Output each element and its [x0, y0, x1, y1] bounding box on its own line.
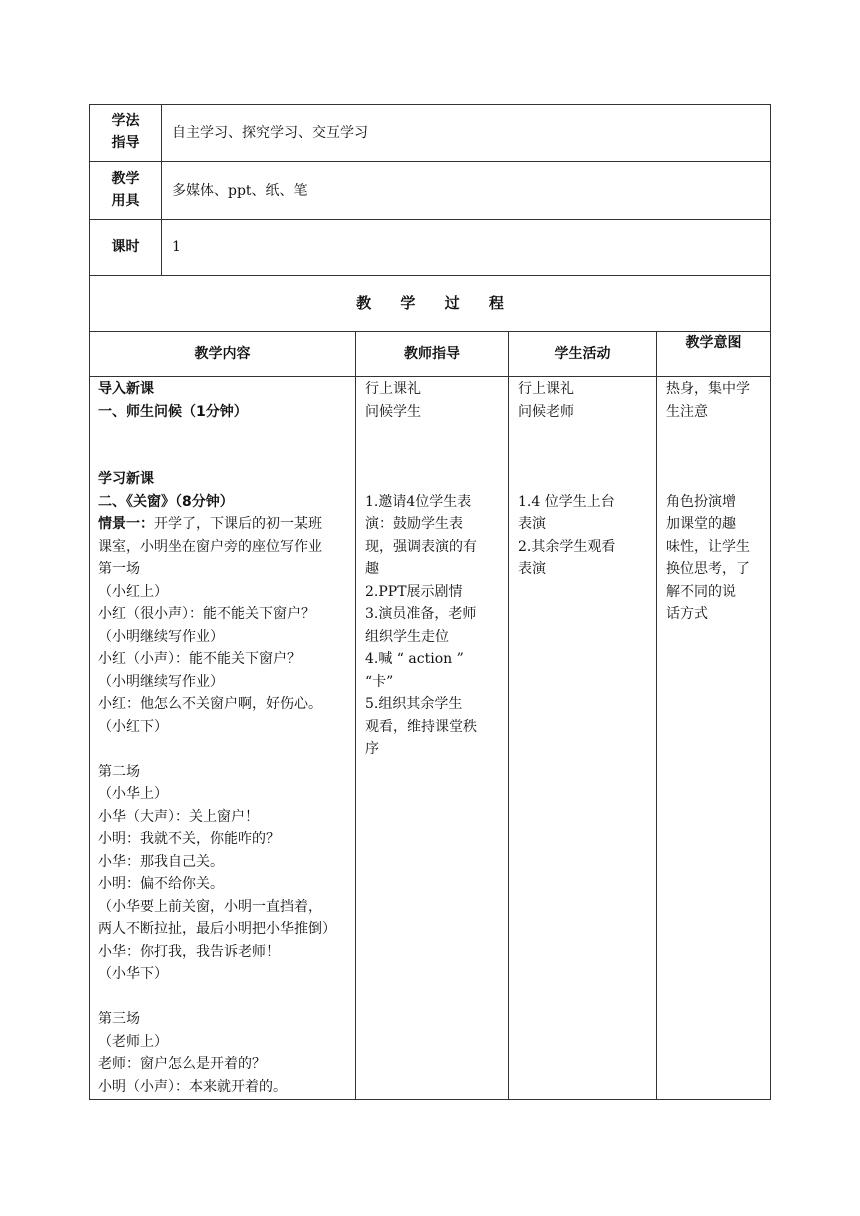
intent-line: 味性，让学生 — [666, 538, 750, 555]
content-line: 学习新课 — [98, 471, 154, 487]
teacher-line: 5.组织其余学生 — [365, 696, 463, 712]
teacher-line: 4.喊 “ action ” — [365, 651, 464, 667]
content-line: （小明继续写作业） — [98, 673, 224, 690]
content-line: 小红（很小声）：能不能关下窗户？ — [98, 606, 315, 622]
teacher-line: 演：鼓励学生表 — [365, 516, 463, 532]
intent-line — [666, 446, 768, 469]
teacher-line: 3.演员准备，老师 — [365, 606, 477, 622]
teacher-line — [365, 468, 505, 491]
intent-line: 热身，集中学 — [666, 381, 750, 397]
content-line: （小明继续写作业） — [98, 628, 224, 645]
column-header-student: 学生活动 — [554, 346, 611, 362]
row-value-period: 1 — [172, 239, 181, 255]
teacher-line: 2.PPT展示剧情 — [365, 583, 463, 600]
content-line: 一、师生问候（1分钟） — [98, 403, 248, 420]
content-line: 两人不断拉扯，最后小明把小华推倒） — [98, 921, 336, 937]
content-line: 小明：我就不关，你能咋的？ — [98, 831, 280, 847]
content-line: 课室，小明坐在窗户旁的座位写作业 — [98, 538, 322, 555]
content-line: 小明：偏不给你关。 — [98, 876, 224, 892]
content-line: 小红：他怎么不关窗户啊，好伤心。 — [98, 696, 322, 712]
row-label-period: 课时 — [111, 239, 140, 255]
intent-line — [666, 423, 768, 446]
table-border — [656, 331, 657, 1099]
table-border — [770, 104, 771, 1100]
intent-column — [666, 378, 768, 626]
teacher-line — [365, 423, 505, 446]
table-border — [89, 161, 771, 162]
content-line: 小华：那我自己关。 — [98, 853, 224, 870]
table-border — [89, 219, 771, 220]
content-line — [98, 986, 354, 1009]
intent-line: 话方式 — [666, 606, 708, 622]
table-border — [89, 275, 771, 276]
student-line: 问候老师 — [518, 403, 574, 420]
content-line: 小红（小声）：能不能关下窗户？ — [98, 651, 301, 667]
content-line: 小华：你打我，我告诉老师！ — [98, 943, 280, 960]
column-header-teacher: 教师指导 — [404, 346, 460, 362]
row-value-method: 自主学习、探究学习、交互学习 — [172, 125, 368, 141]
content-line: 老师：窗户怎么是开着的？ — [98, 1056, 266, 1072]
table-border — [355, 331, 356, 1099]
teacher-line: 行上课礼 — [365, 381, 421, 397]
intent-line: 加课堂的趣 — [666, 516, 736, 532]
content-line: 情景一：开学了，下课后的初一某班 — [98, 516, 322, 532]
content-line: 导入新课 — [98, 381, 154, 397]
row-label-tools: 教学 用具 — [111, 171, 140, 209]
intent-line: 生注意 — [666, 403, 708, 420]
content-line: 第三场 — [98, 1011, 140, 1027]
student-line: 表演 — [518, 561, 546, 577]
teacher-line: “卡” — [365, 673, 394, 690]
table-border — [89, 376, 771, 377]
content-line — [98, 738, 354, 761]
intent-line — [666, 468, 768, 491]
student-line — [518, 446, 654, 469]
content-line — [98, 446, 354, 469]
content-line: （小华下） — [98, 966, 168, 982]
content-line — [98, 423, 354, 446]
student-line: 1.4 位学生上台 — [518, 493, 615, 510]
column-header-content: 教学内容 — [194, 346, 251, 362]
content-line: 小华（大声）：关上窗户！ — [98, 808, 259, 825]
teacher-line: 组织学生走位 — [365, 628, 449, 645]
student-line: 行上课礼 — [518, 381, 574, 397]
content-line: 第一场 — [98, 561, 140, 577]
content-line: 二、《关窗》（8分钟） — [98, 493, 234, 510]
student-column — [518, 378, 654, 581]
row-value-tools: 多媒体、ppt、纸、笔 — [172, 183, 308, 199]
student-line — [518, 468, 654, 491]
content-column — [98, 378, 354, 1098]
content-line: 小明（小声）：本来就开着的。 — [98, 1078, 287, 1095]
teacher-line: 问候学生 — [365, 403, 421, 420]
teacher-line: 观看，维持课堂秩 — [365, 718, 477, 735]
content-line: （小华上） — [98, 786, 168, 802]
student-line: 2.其余学生观看 — [518, 538, 616, 555]
content-line: 第二场 — [98, 763, 140, 780]
content-line: （老师上） — [98, 1033, 168, 1050]
student-line — [518, 423, 654, 446]
content-line: （小红下） — [98, 718, 168, 735]
teacher-column — [365, 378, 505, 761]
intent-line: 角色扮演增 — [666, 493, 736, 510]
teacher-line: 序 — [365, 741, 379, 757]
table-border — [89, 1099, 771, 1100]
table-border — [508, 331, 509, 1099]
table-border — [161, 104, 162, 275]
teacher-line: 趣 — [365, 561, 379, 577]
intent-line: 解不同的说 — [666, 583, 736, 600]
intent-line: 换位思考，了 — [666, 561, 750, 577]
column-header-intent: 教学意图 — [685, 335, 742, 351]
process-title: 教 学 过 程 — [356, 294, 504, 312]
teacher-line: 现，强调表演的有 — [365, 538, 477, 555]
teacher-line — [365, 446, 505, 469]
teacher-line: 1.邀请4位学生表 — [365, 493, 472, 510]
row-label-method: 学法 指导 — [111, 113, 140, 151]
content-line: （小华要上前关窗，小明一直挡着， — [98, 898, 322, 915]
student-line: 表演 — [518, 516, 546, 532]
content-line: （小红上） — [98, 583, 168, 600]
table-border — [89, 104, 771, 105]
